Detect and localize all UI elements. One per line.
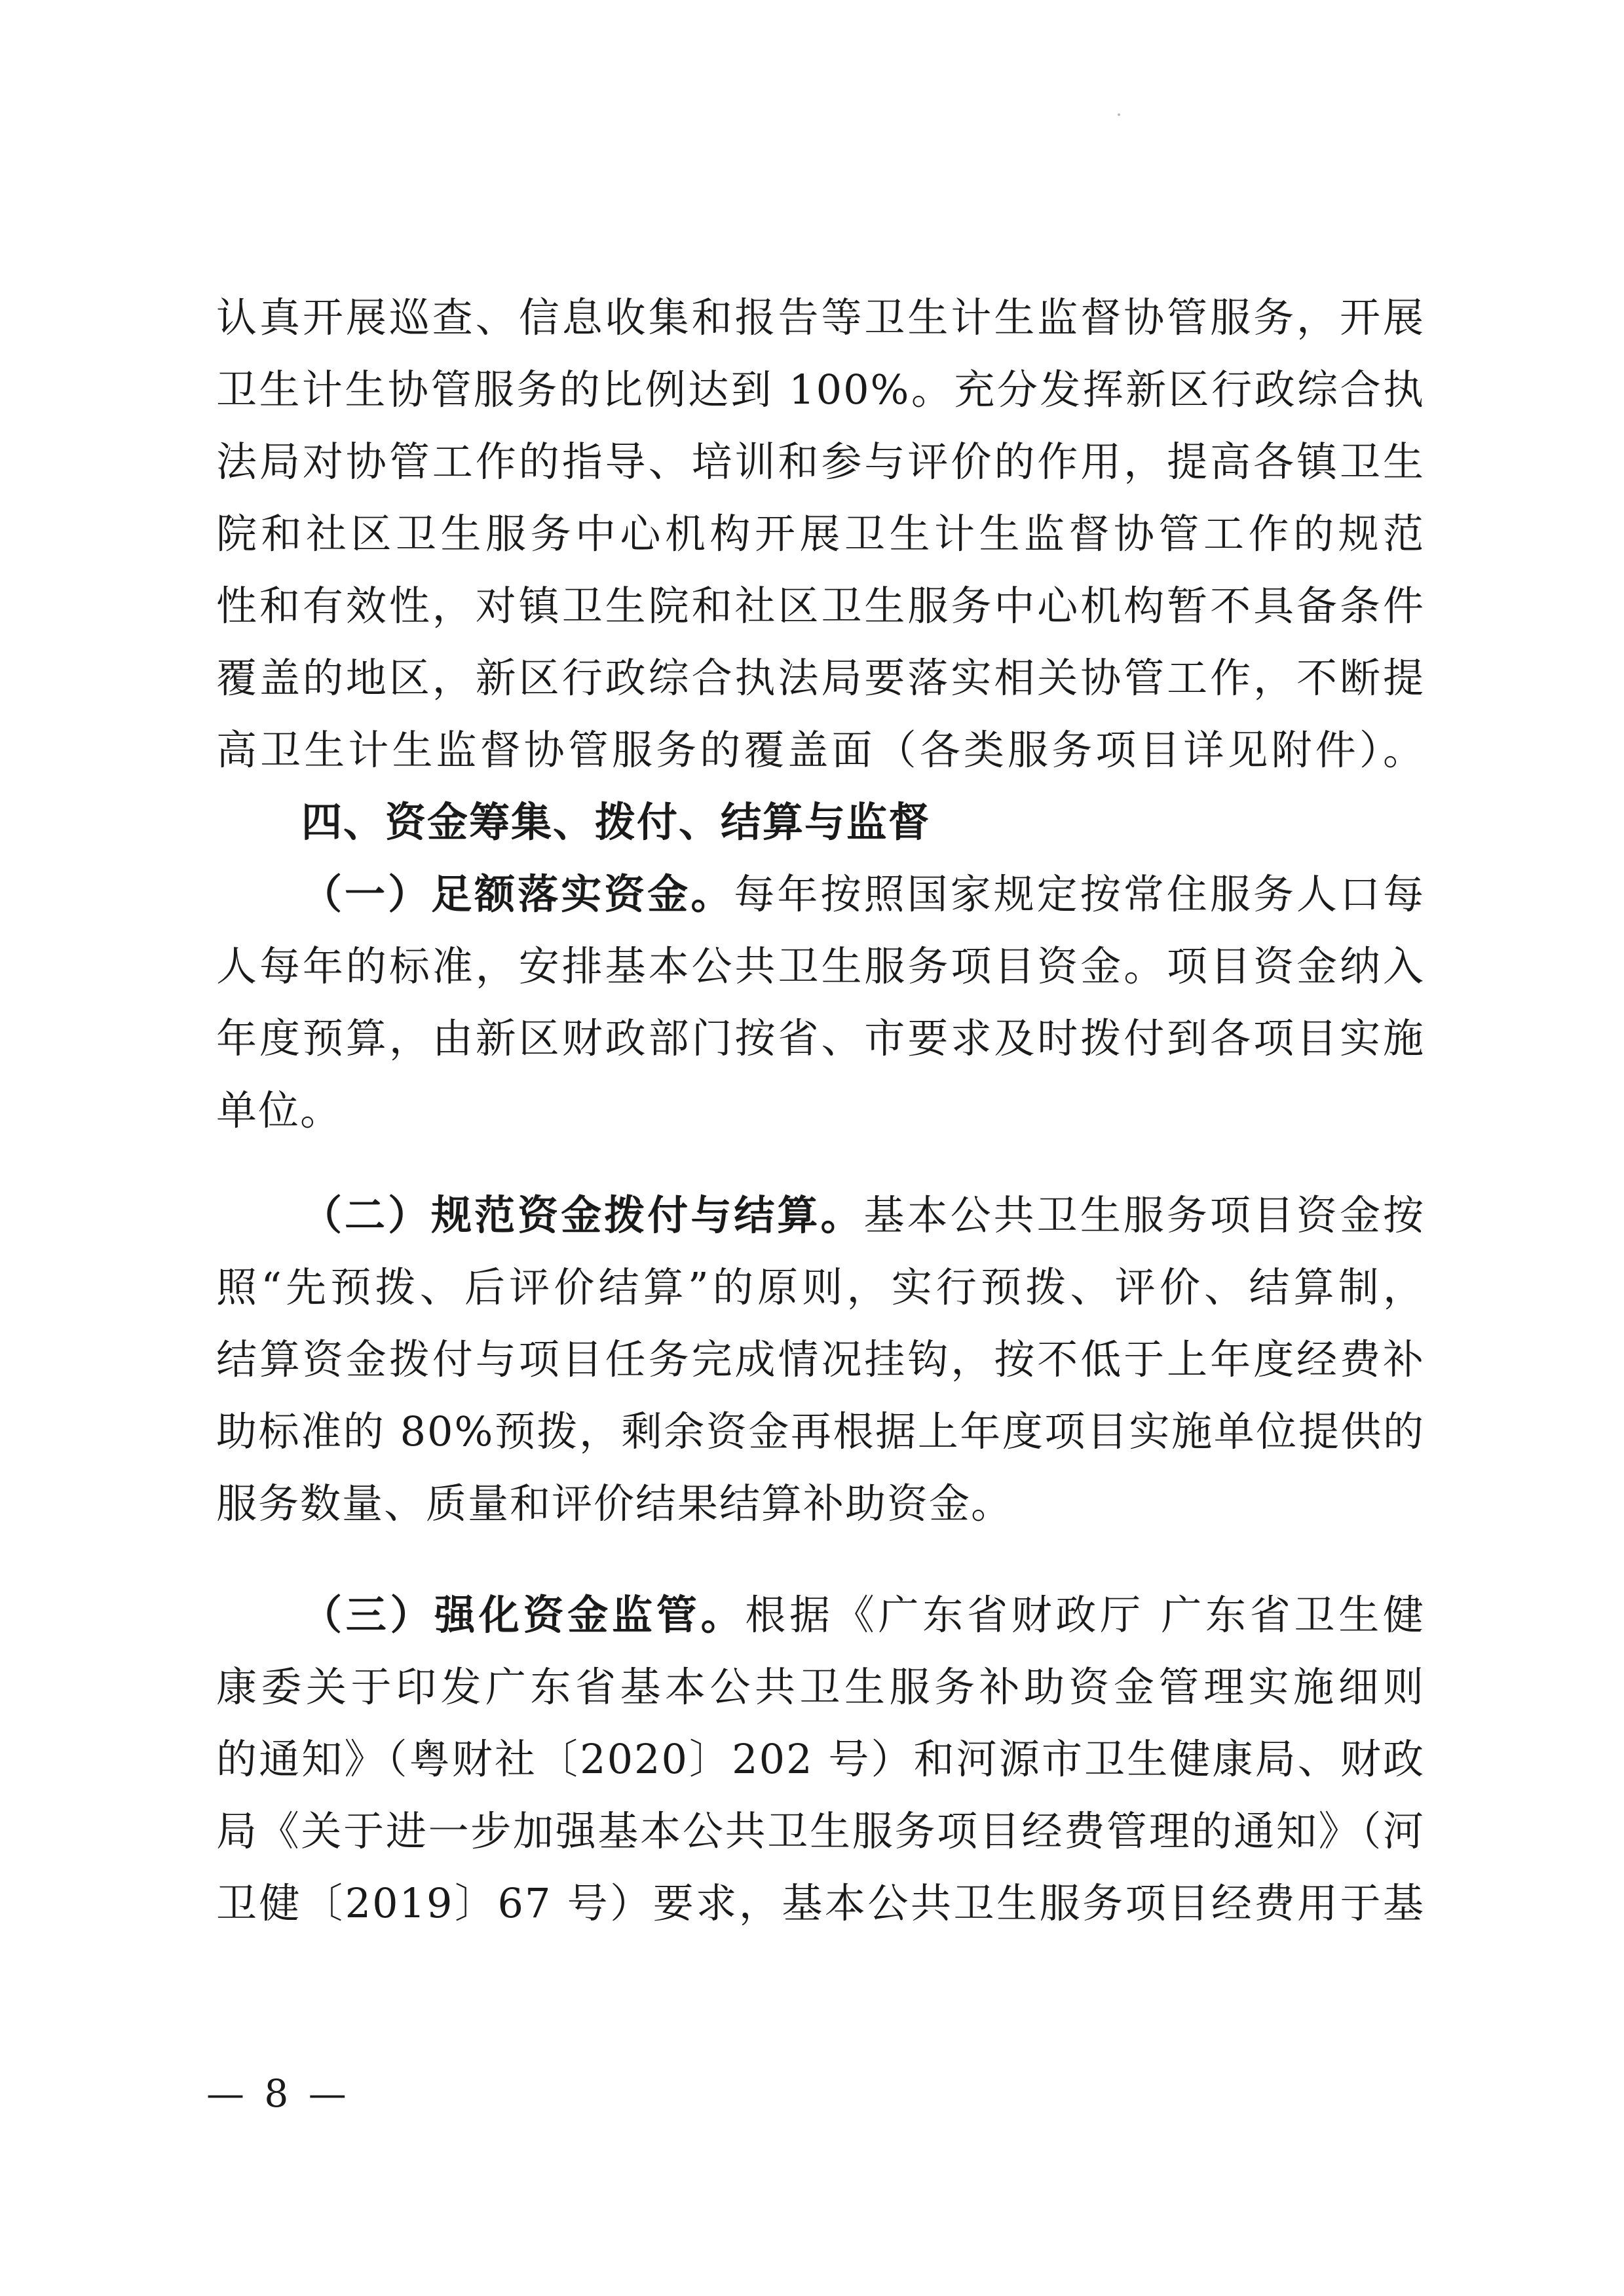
subsection-2-text: 基本公共卫生服务项目资金按 bbox=[863, 1191, 1425, 1239]
body-line: 法局对协管工作的指导、培训和参与评价的作用，提高各镇卫生 bbox=[216, 438, 1425, 486]
scan-speck bbox=[1118, 113, 1120, 116]
body-line: 性和有效性，对镇卫生院和社区卫生服务中心机构暂不具备条件 bbox=[216, 582, 1425, 630]
subsection-3-text: 根据《广东省财政厅 广东省卫生健 bbox=[745, 1591, 1425, 1639]
body-line: 康委关于印发广东省基本公共卫生服务补助资金管理实施细则 bbox=[216, 1663, 1425, 1711]
page-number: — 8 — bbox=[206, 2071, 350, 2116]
body-line: 的通知》（粤财社〔2020〕202 号）和河源市卫生健康局、财政 bbox=[216, 1735, 1425, 1783]
body-line: 服务数量、质量和评价结果结算补助资金。 bbox=[216, 1480, 1013, 1527]
body-line: 卫健〔2019〕67 号）要求，基本公共卫生服务项目经费用于基 bbox=[216, 1879, 1425, 1927]
body-line: 照“先预拨、后评价结算”的原则，实行预拨、评价、结算制， bbox=[216, 1263, 1425, 1311]
subsection-3-title: （三）强化资金监管。 bbox=[301, 1591, 746, 1639]
subsection-2-title: （二）规范资金拨付与结算。 bbox=[301, 1191, 864, 1239]
body-line: 助标准的 80%预拨，剩余资金再根据上年度项目实施单位提供的 bbox=[216, 1407, 1425, 1455]
subsection-1-title: （一）足额落实资金。 bbox=[301, 870, 734, 918]
subsection-2-first-line bbox=[301, 1179, 1425, 1252]
subsection-3-first-line bbox=[301, 1579, 1425, 1651]
body-line: 卫生计生协管服务的比例达到 100%。充分发挥新区行政综合执 bbox=[216, 366, 1425, 413]
body-line: 院和社区卫生服务中心机构开展卫生计生监督协管工作的规范 bbox=[216, 510, 1425, 558]
body-line: 局《关于进一步加强基本公共卫生服务项目经费管理的通知》（河 bbox=[216, 1807, 1425, 1855]
body-line: 人每年的标准，安排基本公共卫生服务项目资金。项目资金纳入 bbox=[216, 942, 1425, 990]
body-line: 高卫生计生监督协管服务的覆盖面（各类服务项目详见附件）。 bbox=[216, 726, 1425, 774]
subsection-1-text: 每年按照国家规定按常住服务人口每 bbox=[734, 870, 1425, 918]
body-line: 认真开展巡查、信息收集和报告等卫生计生监督协管服务，开展 bbox=[216, 294, 1425, 341]
subsection-1-first-line bbox=[301, 858, 1425, 930]
section-heading: 四、资金筹集、拨付、结算与监督 bbox=[301, 798, 931, 846]
body-line: 结算资金拨付与项目任务完成情况挂钩，按不低于上年度经费补 bbox=[216, 1335, 1425, 1383]
body-line: 覆盖的地区，新区行政综合执法局要落实相关协管工作，不断提 bbox=[216, 654, 1425, 702]
body-line: 单位。 bbox=[216, 1086, 343, 1134]
body-line: 年度预算，由新区财政部门按省、市要求及时拨付到各项目实施 bbox=[216, 1014, 1425, 1062]
